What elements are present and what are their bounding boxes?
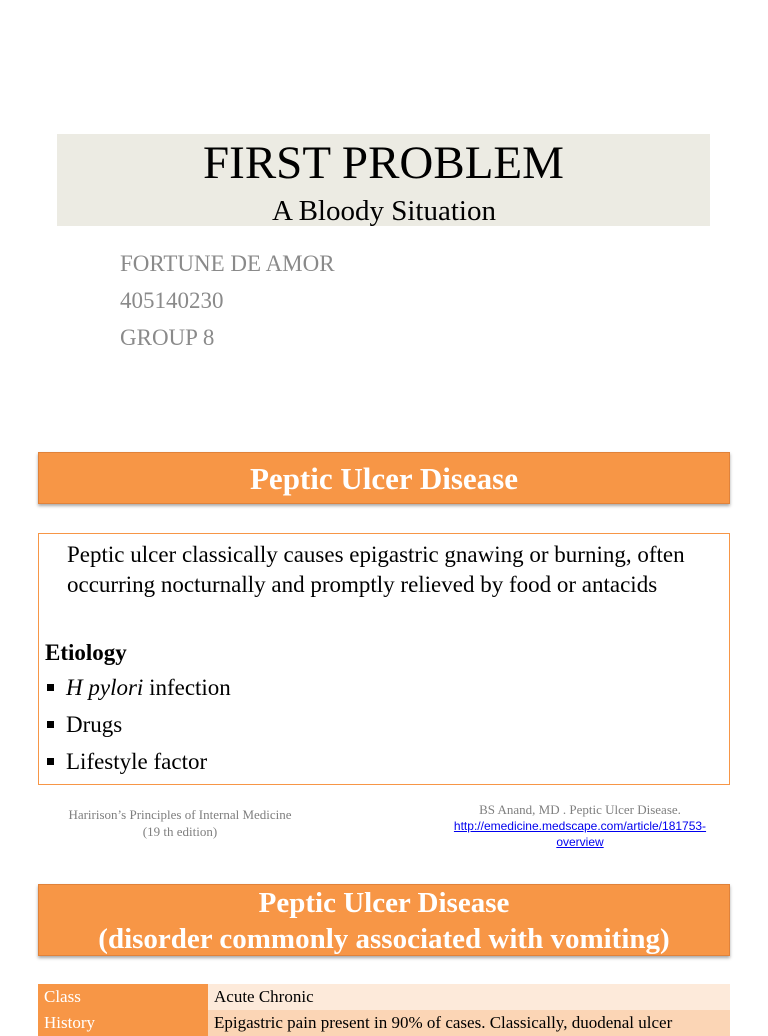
bullet-square-icon [47, 758, 54, 765]
table-row [38, 1010, 730, 1036]
list-item [45, 673, 231, 703]
reference-left-line1: Haririson’s Principles of Internal Medicine [68, 807, 292, 822]
classification-table [38, 984, 730, 1036]
author-id: 405140230 [120, 288, 224, 313]
page-subtitle: A Bloody Situation [272, 195, 496, 227]
table-header-cell: Class [38, 984, 208, 1010]
reference-left-line2: (19 th edition) [142, 824, 218, 839]
table-header-cell: History [38, 1010, 208, 1036]
bullet-text: infection [143, 675, 231, 700]
bullet-square-icon [47, 684, 54, 691]
reference-link[interactable]: http://emedicine.medscape.com/article/181753- [453, 819, 707, 833]
list-item [45, 747, 207, 777]
section-banner-vomiting [38, 884, 730, 956]
section-banner-peptic-ulcer: Peptic Ulcer Disease [38, 452, 730, 504]
author-name: FORTUNE DE AMOR [120, 251, 335, 276]
reference-right-line1: BS Anand, MD . Peptic Ulcer Disease. [479, 802, 681, 817]
page-title: FIRST PROBLEM [203, 137, 564, 189]
table-row [38, 984, 730, 1010]
reference-right [430, 802, 730, 850]
content-box [38, 533, 730, 785]
bullet-text: Lifestyle factor [66, 749, 208, 774]
intro-paragraph: Peptic ulcer classically causes epigastric gnawing or burning, often occurring nocturnally and promptly relieved by food or antacids [67, 542, 685, 597]
reference-left [40, 806, 320, 840]
list-item [45, 710, 122, 740]
table-cell: Acute Chronic [208, 984, 730, 1010]
etiology-heading: Etiology [45, 640, 127, 665]
banner-line1: Peptic Ulcer Disease [258, 887, 510, 919]
bullet-text: Drugs [66, 712, 123, 737]
banner-line2: (disorder commonly associated with vomiting) [98, 923, 670, 955]
bullet-italic: H pylori [66, 675, 144, 700]
reference-link-continued[interactable]: overview [556, 835, 604, 849]
author-group: GROUP 8 [120, 325, 215, 350]
bullet-square-icon [47, 721, 54, 728]
table-cell: Epigastric pain present in 90% of cases. Classically, duodenal ulcer [208, 1010, 730, 1036]
